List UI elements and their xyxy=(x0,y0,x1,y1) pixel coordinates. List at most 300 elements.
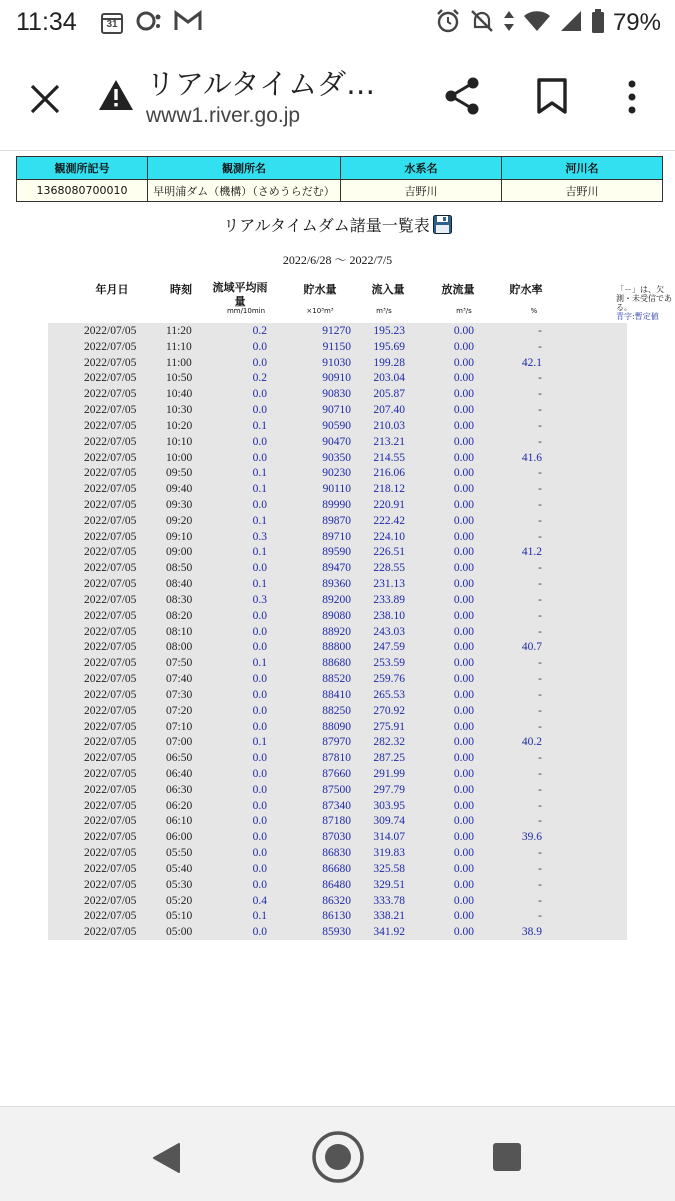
cell-time: 05:20 xyxy=(166,894,193,907)
cell-date: 2022/07/05 xyxy=(84,609,137,622)
cell-date: 2022/07/05 xyxy=(84,799,137,812)
cell-rain: 0.0 xyxy=(252,720,267,733)
cell-inflow: 319.83 xyxy=(373,847,405,860)
cell-rain: 0.0 xyxy=(252,783,267,796)
cell-rate: - xyxy=(538,609,542,622)
cell-date: 2022/07/05 xyxy=(84,483,137,496)
cell-rain: 0.0 xyxy=(252,609,267,622)
wifi-icon xyxy=(523,9,551,37)
cell-rate: - xyxy=(538,530,542,543)
cell-rate: - xyxy=(538,388,542,401)
cell-rate: 42.1 xyxy=(521,356,542,369)
back-icon[interactable] xyxy=(151,1142,181,1178)
cell-inflow: 205.87 xyxy=(373,388,405,401)
cell-inflow: 314.07 xyxy=(373,831,405,844)
cell-rain: 0.0 xyxy=(252,641,267,654)
cell-rain: 0.1 xyxy=(252,657,267,670)
cell-date: 2022/07/05 xyxy=(84,767,137,780)
cell-date: 2022/07/05 xyxy=(84,783,137,796)
table-row xyxy=(48,592,627,608)
cell-rain: 0.0 xyxy=(252,499,267,512)
cell-inflow: 226.51 xyxy=(373,546,405,559)
cell-rain: 0.0 xyxy=(252,673,267,686)
mute-icon xyxy=(469,8,495,38)
cell-rain: 0.0 xyxy=(252,356,267,369)
cell-rate: 40.7 xyxy=(521,641,542,654)
web-content xyxy=(0,151,675,1106)
notification-icons xyxy=(100,9,202,37)
report-title: リアルタイムダム諸量一覧表 xyxy=(223,216,430,235)
cell-time: 08:50 xyxy=(166,562,193,575)
cell-outflow: 0.00 xyxy=(453,530,474,543)
cell-time: 05:50 xyxy=(166,847,193,860)
cell-inflow: 214.55 xyxy=(373,451,405,464)
cell-outflow: 0.00 xyxy=(453,720,474,733)
warning-icon[interactable] xyxy=(98,78,134,112)
table-row xyxy=(48,576,627,592)
cell-date: 2022/07/05 xyxy=(84,530,137,543)
cell-rate: - xyxy=(538,894,542,907)
cell-inflow: 195.23 xyxy=(373,325,405,337)
cell-inflow: 329.51 xyxy=(373,878,405,891)
cell-inflow: 303.95 xyxy=(373,799,405,812)
cell-storage: 91150 xyxy=(322,340,351,353)
cell-date: 2022/07/05 xyxy=(84,894,137,907)
page-url[interactable]: www1.river.go.jp xyxy=(146,104,301,127)
cell-outflow: 0.00 xyxy=(453,657,474,670)
cell-inflow: 224.10 xyxy=(373,530,405,543)
cell-storage: 86480 xyxy=(322,878,351,891)
cell-inflow: 222.42 xyxy=(373,514,405,527)
cell-date: 2022/07/05 xyxy=(84,562,137,575)
cell-inflow: 247.59 xyxy=(373,641,405,654)
table-row xyxy=(48,560,627,576)
cell-rain: 0.0 xyxy=(252,831,267,844)
cell-time: 10:40 xyxy=(166,388,193,401)
cell-date: 2022/07/05 xyxy=(84,815,137,828)
cell-time: 05:10 xyxy=(166,910,193,923)
cell-rate: - xyxy=(538,435,542,448)
cell-storage: 88250 xyxy=(322,704,351,717)
cell-inflow: 338.21 xyxy=(373,910,405,923)
cell-outflow: 0.00 xyxy=(453,593,474,606)
cell-storage: 90910 xyxy=(322,372,351,385)
data-table xyxy=(48,323,627,940)
cell-storage: 89990 xyxy=(322,499,351,512)
cell-time: 07:10 xyxy=(166,720,193,733)
cell-storage: 88800 xyxy=(322,641,351,654)
cell-date: 2022/07/05 xyxy=(84,736,137,749)
cell-outflow: 0.00 xyxy=(453,752,474,765)
cell-rain: 0.0 xyxy=(252,704,267,717)
cell-outflow: 0.00 xyxy=(453,578,474,591)
cell-date: 2022/07/05 xyxy=(84,514,137,527)
table-row xyxy=(48,877,627,893)
cell-date: 2022/07/05 xyxy=(84,625,137,638)
cell-inflow: 213.21 xyxy=(373,435,405,448)
cell-time: 06:50 xyxy=(166,752,193,765)
cell-storage: 86680 xyxy=(322,862,351,875)
cell-time: 06:10 xyxy=(166,815,193,828)
cell-storage: 89360 xyxy=(322,578,351,591)
cell-outflow: 0.00 xyxy=(453,641,474,654)
date-range: 2022/6/28 〜 2022/7/5 xyxy=(282,253,393,267)
cell-rate: - xyxy=(538,783,542,796)
cell-inflow: 233.89 xyxy=(373,593,405,606)
cell-rain: 0.0 xyxy=(252,388,267,401)
cell-rate: - xyxy=(538,657,542,670)
header-station-name: 観測所名 xyxy=(148,157,341,180)
table-row xyxy=(48,908,627,924)
cell-outflow: 0.00 xyxy=(453,831,474,844)
cell-date: 2022/07/05 xyxy=(84,704,137,717)
table-row xyxy=(48,450,627,466)
cell-date: 2022/07/05 xyxy=(84,419,137,432)
cell-storage: 86320 xyxy=(322,894,351,907)
col-header-time: 時刻 xyxy=(170,283,192,296)
cell-rain: 0.0 xyxy=(252,767,267,780)
cell-storage: 87660 xyxy=(322,767,351,780)
cell-outflow: 0.00 xyxy=(453,514,474,527)
table-row xyxy=(48,719,627,735)
cell-storage: 90470 xyxy=(322,435,351,448)
unit-storage: ×10³m³ xyxy=(306,307,334,315)
cell-rain: 0.0 xyxy=(252,862,267,875)
cell-inflow: 282.32 xyxy=(373,736,405,749)
cell-inflow: 207.40 xyxy=(373,404,405,417)
cell-rate: - xyxy=(538,704,542,717)
cell-date: 2022/07/05 xyxy=(84,847,137,860)
cell-time: 10:50 xyxy=(166,372,193,385)
cell-rate: - xyxy=(538,720,542,733)
browser-toolbar xyxy=(0,46,675,151)
header-river-name: 河川名 xyxy=(502,157,663,180)
cell-time: 06:30 xyxy=(166,783,193,796)
cell-time: 09:00 xyxy=(166,546,193,559)
cell-storage: 89470 xyxy=(322,562,351,575)
cell-time: 06:40 xyxy=(166,767,193,780)
cell-outflow: 0.00 xyxy=(453,799,474,812)
legend-note xyxy=(616,285,672,321)
cell-time: 09:10 xyxy=(166,530,193,543)
cell-inflow: 195.69 xyxy=(373,340,405,353)
cell-time: 06:20 xyxy=(166,799,193,812)
cell-inflow: 220.91 xyxy=(373,499,405,512)
cell-rate: - xyxy=(538,467,542,480)
save-icon[interactable] xyxy=(433,215,452,234)
table-row xyxy=(48,608,627,624)
home-icon[interactable] xyxy=(311,1130,365,1188)
bookmark-icon[interactable] xyxy=(536,78,568,114)
cell-rate: 41.2 xyxy=(521,546,542,559)
share-icon[interactable] xyxy=(443,76,481,116)
cell-storage: 88920 xyxy=(322,625,351,638)
note-provisional-link[interactable]: 青字:暫定値 xyxy=(616,312,659,321)
cell-date: 2022/07/05 xyxy=(84,910,137,923)
table-row xyxy=(48,924,627,940)
cell-storage: 90590 xyxy=(322,419,351,432)
col-header-rain: 流域平均雨量 xyxy=(212,281,268,308)
table-row xyxy=(48,798,627,814)
col-header-date: 年月日 xyxy=(95,283,129,296)
cell-rate: - xyxy=(538,562,542,575)
cell-time: 08:00 xyxy=(166,641,193,654)
cell-date: 2022/07/05 xyxy=(84,499,137,512)
cell-rain: 0.3 xyxy=(252,530,267,543)
cell-inflow: 243.03 xyxy=(373,625,405,638)
cell-storage: 88680 xyxy=(322,657,351,670)
table-row xyxy=(48,544,627,560)
cell-date: 2022/07/05 xyxy=(84,404,137,417)
cell-date: 2022/07/05 xyxy=(84,372,137,385)
cell-date: 2022/07/05 xyxy=(84,451,137,464)
cell-outflow: 0.00 xyxy=(453,404,474,417)
cell-outflow: 0.00 xyxy=(453,562,474,575)
cell-rain: 0.2 xyxy=(252,325,267,337)
cell-inflow: 253.59 xyxy=(373,657,405,670)
cell-storage: 90230 xyxy=(322,467,351,480)
cell-rain: 0.0 xyxy=(252,815,267,828)
table-row xyxy=(48,418,627,434)
cell-outflow: 0.00 xyxy=(453,546,474,559)
cell-storage: 87030 xyxy=(322,831,351,844)
table-row xyxy=(48,861,627,877)
cell-outflow: 0.00 xyxy=(453,894,474,907)
cell-inflow: 259.76 xyxy=(373,673,405,686)
cell-date: 2022/07/05 xyxy=(84,593,137,606)
cell-storage: 89710 xyxy=(322,530,351,543)
cell-inflow: 297.79 xyxy=(373,783,405,796)
cell-storage: 86130 xyxy=(322,910,351,923)
cell-rate: - xyxy=(538,625,542,638)
cell-time: 07:40 xyxy=(166,673,193,686)
cell-storage: 90110 xyxy=(322,483,351,496)
cell-storage: 88520 xyxy=(322,673,351,686)
cell-inflow: 210.03 xyxy=(373,419,405,432)
cell-rate: - xyxy=(538,404,542,417)
assistant-icon xyxy=(136,9,162,37)
unit-inflow: m³/s xyxy=(376,307,392,315)
recents-icon[interactable] xyxy=(492,1142,522,1176)
cell-rate: 40.2 xyxy=(521,736,542,749)
cell-outflow: 0.00 xyxy=(453,704,474,717)
cell-rain: 0.0 xyxy=(252,847,267,860)
cell-outflow: 0.00 xyxy=(453,688,474,701)
table-row xyxy=(48,497,627,513)
cell-rain: 0.1 xyxy=(252,910,267,923)
more-vert-icon[interactable] xyxy=(622,78,642,118)
cell-outflow: 0.00 xyxy=(453,499,474,512)
water-system: 吉野川 xyxy=(341,180,502,202)
cell-rate: - xyxy=(538,910,542,923)
table-row xyxy=(48,639,627,655)
col-header-rate: 貯水率 xyxy=(509,283,543,296)
cell-rain: 0.0 xyxy=(252,926,267,939)
table-row xyxy=(48,465,627,481)
cell-outflow: 0.00 xyxy=(453,372,474,385)
cell-date: 2022/07/05 xyxy=(84,578,137,591)
cell-storage: 90830 xyxy=(322,388,351,401)
cell-storage: 90350 xyxy=(322,451,351,464)
cell-time: 05:00 xyxy=(166,926,193,939)
cell-storage: 89080 xyxy=(322,609,351,622)
station-name: 早明浦ダム（機構）（さめうらだむ） xyxy=(148,180,341,202)
cell-rate: - xyxy=(538,752,542,765)
cell-date: 2022/07/05 xyxy=(84,862,137,875)
cell-rain: 0.0 xyxy=(252,799,267,812)
cell-date: 2022/07/05 xyxy=(84,356,137,369)
cell-inflow: 216.06 xyxy=(373,467,405,480)
cell-date: 2022/07/05 xyxy=(84,752,137,765)
cell-time: 09:20 xyxy=(166,514,193,527)
cell-inflow: 309.74 xyxy=(373,815,405,828)
cell-outflow: 0.00 xyxy=(453,862,474,875)
header-water-system: 水系名 xyxy=(341,157,502,180)
cell-date: 2022/07/05 xyxy=(84,720,137,733)
cell-time: 07:00 xyxy=(166,736,193,749)
cell-rain: 0.3 xyxy=(252,593,267,606)
cell-time: 08:20 xyxy=(166,609,193,622)
cell-storage: 86830 xyxy=(322,847,351,860)
cell-storage: 87340 xyxy=(322,799,351,812)
table-row xyxy=(48,339,627,355)
cell-outflow: 0.00 xyxy=(453,483,474,496)
header-station-code: 観測所記号 xyxy=(17,157,148,180)
cell-time: 05:40 xyxy=(166,862,193,875)
cell-storage: 89870 xyxy=(322,514,351,527)
table-row xyxy=(48,655,627,671)
cell-outflow: 0.00 xyxy=(453,340,474,353)
col-header-inflow: 流入量 xyxy=(371,283,405,296)
table-row xyxy=(48,813,627,829)
cell-outflow: 0.00 xyxy=(453,388,474,401)
cell-storage: 91270 xyxy=(322,325,351,337)
cell-inflow: 265.53 xyxy=(373,688,405,701)
cell-rate: - xyxy=(538,593,542,606)
cell-inflow: 333.78 xyxy=(373,894,405,907)
cell-outflow: 0.00 xyxy=(453,356,474,369)
cell-outflow: 0.00 xyxy=(453,878,474,891)
cell-rain: 0.2 xyxy=(252,372,267,385)
table-row xyxy=(48,355,627,371)
unit-rate: % xyxy=(530,307,538,315)
table-row xyxy=(48,829,627,845)
page-title: リアルタイムダ… xyxy=(146,67,376,101)
cell-inflow: 231.13 xyxy=(373,578,405,591)
cell-rate: - xyxy=(538,419,542,432)
cell-date: 2022/07/05 xyxy=(84,673,137,686)
unit-outflow: m³/s xyxy=(456,307,472,315)
cell-date: 2022/07/05 xyxy=(84,831,137,844)
cell-rain: 0.0 xyxy=(252,435,267,448)
table-row xyxy=(48,893,627,909)
cell-rain: 0.0 xyxy=(252,451,267,464)
note-missing-data: 「－」は、欠測・未受信である。 xyxy=(616,285,672,312)
cell-storage: 90710 xyxy=(322,404,351,417)
status-bar xyxy=(0,0,675,46)
cell-rate: - xyxy=(538,815,542,828)
calendar-day: 31 xyxy=(106,19,118,30)
cell-rate: - xyxy=(538,847,542,860)
cell-inflow: 199.28 xyxy=(373,356,405,369)
cell-storage: 91030 xyxy=(322,356,351,369)
calendar-icon xyxy=(100,11,124,35)
cell-rain: 0.1 xyxy=(252,419,267,432)
cell-rate: - xyxy=(538,688,542,701)
cell-date: 2022/07/05 xyxy=(84,657,137,670)
cell-storage: 87180 xyxy=(322,815,351,828)
table-row xyxy=(48,370,627,386)
cell-inflow: 275.91 xyxy=(373,720,405,733)
cell-outflow: 0.00 xyxy=(453,910,474,923)
cell-storage: 88090 xyxy=(322,720,351,733)
cell-outflow: 0.00 xyxy=(453,325,474,337)
cell-rate: 39.6 xyxy=(521,831,542,844)
cell-date: 2022/07/05 xyxy=(84,926,137,939)
cell-rain: 0.0 xyxy=(252,625,267,638)
cell-outflow: 0.00 xyxy=(453,451,474,464)
cell-rain: 0.0 xyxy=(252,340,267,353)
col-header-storage: 貯水量 xyxy=(303,283,337,296)
cell-rain: 0.0 xyxy=(252,562,267,575)
table-row xyxy=(48,687,627,703)
station-code: 1368080700010 xyxy=(17,180,148,202)
cell-outflow: 0.00 xyxy=(453,467,474,480)
cell-rate: - xyxy=(538,578,542,591)
cell-rate: - xyxy=(538,767,542,780)
cell-rain: 0.0 xyxy=(252,752,267,765)
cell-date: 2022/07/05 xyxy=(84,878,137,891)
cell-inflow: 238.10 xyxy=(373,609,405,622)
cell-rain: 0.1 xyxy=(252,514,267,527)
cell-outflow: 0.00 xyxy=(453,435,474,448)
system-nav-bar xyxy=(0,1106,675,1201)
table-row xyxy=(48,481,627,497)
gmail-icon xyxy=(174,10,202,36)
close-icon[interactable] xyxy=(28,82,62,116)
cell-outflow: 0.00 xyxy=(453,673,474,686)
cell-rain: 0.1 xyxy=(252,736,267,749)
alarm-icon xyxy=(435,8,461,38)
table-row xyxy=(48,402,627,418)
cell-date: 2022/07/05 xyxy=(84,388,137,401)
cell-rate: - xyxy=(538,483,542,496)
cell-inflow: 218.12 xyxy=(373,483,405,496)
cell-date: 2022/07/05 xyxy=(84,467,137,480)
cell-date: 2022/07/05 xyxy=(84,325,137,337)
cell-time: 07:50 xyxy=(166,657,193,670)
cell-outflow: 0.00 xyxy=(453,926,474,939)
cell-time: 09:30 xyxy=(166,499,193,512)
system-icons xyxy=(435,8,661,38)
table-row xyxy=(48,703,627,719)
cell-rain: 0.1 xyxy=(252,483,267,496)
cell-rate: - xyxy=(538,862,542,875)
cell-time: 05:30 xyxy=(166,878,193,891)
table-row xyxy=(48,323,627,339)
cell-time: 10:20 xyxy=(166,419,193,432)
cell-date: 2022/07/05 xyxy=(84,641,137,654)
cell-date: 2022/07/05 xyxy=(84,546,137,559)
cell-date: 2022/07/05 xyxy=(84,340,137,353)
table-row xyxy=(48,513,627,529)
cell-time: 07:20 xyxy=(166,704,193,717)
table-row xyxy=(48,529,627,545)
cell-time: 11:20 xyxy=(166,325,192,337)
data-arrows-icon xyxy=(503,9,515,37)
cell-outflow: 0.00 xyxy=(453,815,474,828)
cell-storage: 87500 xyxy=(322,783,351,796)
